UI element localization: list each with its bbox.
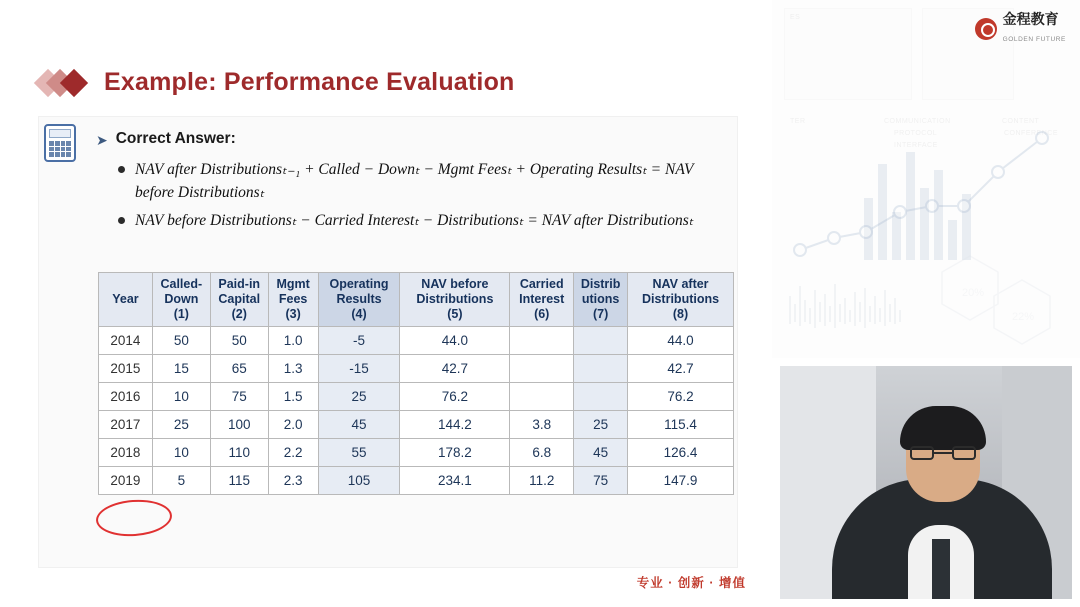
table-cell: 75 <box>210 383 268 411</box>
table-row <box>99 439 734 467</box>
watermark-label-6: INTERFACE <box>894 142 938 149</box>
list-item <box>118 209 736 232</box>
presenter-glasses <box>910 446 976 460</box>
table-cell: 178.2 <box>400 439 510 467</box>
table-cell <box>574 355 628 383</box>
table-cell: 234.1 <box>400 467 510 495</box>
table-cell: 115 <box>210 467 268 495</box>
table-row <box>99 355 734 383</box>
watermark-label-2: TER <box>790 118 806 125</box>
table-cell-year: 2016 <box>99 383 153 411</box>
watermark-hexagon-icon <box>940 250 1068 354</box>
watermark-label-5: PROTOCOL <box>894 130 938 137</box>
table-cell: 15 <box>152 355 210 383</box>
svg-text:22%: 22% <box>1012 311 1035 323</box>
table-cell: 1.3 <box>268 355 318 383</box>
table-cell: 5 <box>152 467 210 495</box>
watermark-waveform-icon <box>786 278 906 334</box>
watermark-line-chart-icon <box>792 120 1062 260</box>
table-cell: 25 <box>574 411 628 439</box>
performance-table <box>98 272 734 495</box>
table-cell <box>574 327 628 355</box>
col-header-carried-interest: Carried Interest (6) <box>510 273 574 327</box>
watermark-label-4: CONTENT <box>1002 118 1040 125</box>
brand-text <box>1003 12 1066 46</box>
table-cell: 50 <box>152 327 210 355</box>
table-cell: 2.0 <box>268 411 318 439</box>
arrow-bullet-icon: ➤ <box>96 132 108 148</box>
correct-answer-heading <box>96 130 736 150</box>
table-cell-year: 2015 <box>99 355 153 383</box>
table-header <box>99 273 734 327</box>
table-cell: 105 <box>318 467 400 495</box>
col-header-year: Year <box>99 273 153 327</box>
table-cell: 126.4 <box>628 439 734 467</box>
right-panel <box>772 0 1080 607</box>
dot-bullet-icon <box>118 217 125 224</box>
table-cell: 10 <box>152 439 210 467</box>
col-header-distributions: Distrib utions (7) <box>574 273 628 327</box>
watermark-label-3: COMMUNICATION <box>884 118 951 125</box>
table-row <box>99 383 734 411</box>
table-cell: 65 <box>210 355 268 383</box>
brand-watermark-panel <box>772 0 1080 358</box>
col-header-mgmt-fees: Mgmt Fees (3) <box>268 273 318 327</box>
logo-badge-icon <box>975 18 997 40</box>
table-cell: 44.0 <box>628 327 734 355</box>
table-cell: -5 <box>318 327 400 355</box>
table-cell: 45 <box>318 411 400 439</box>
brand-name-en: GOLDEN FUTURE <box>1002 35 1066 43</box>
table-body <box>99 327 734 495</box>
formula-list <box>96 158 736 232</box>
table-row <box>99 467 734 495</box>
table-cell <box>510 383 574 411</box>
table-cell: 42.7 <box>400 355 510 383</box>
col-header-paid-in-capital: Paid-in Capital (2) <box>210 273 268 327</box>
brand-name-cn: 金程教育 <box>1002 11 1059 27</box>
table-cell: 76.2 <box>400 383 510 411</box>
table-cell: 3.8 <box>510 411 574 439</box>
table-row <box>99 327 734 355</box>
calculator-icon <box>44 124 76 162</box>
watermark-label-1: ES <box>790 14 801 21</box>
col-header-nav-before-distributions: NAV before Distributions (5) <box>400 273 510 327</box>
table-cell: 75 <box>574 467 628 495</box>
table-cell-year: 2019 <box>99 467 153 495</box>
list-item <box>118 158 736 205</box>
webcam-video-feed[interactable] <box>780 366 1072 599</box>
table-cell: 25 <box>152 411 210 439</box>
presenter-tie <box>932 539 950 599</box>
formula-text-2: NAV before Distributionsₜ − Carried Interestₜ − Distributionsₜ = NAV after Distributionsₜ <box>135 211 694 229</box>
table-cell: 11.2 <box>510 467 574 495</box>
table-cell: 45 <box>574 439 628 467</box>
table-cell: 147.9 <box>628 467 734 495</box>
table-header-row <box>99 273 734 327</box>
table-cell <box>510 327 574 355</box>
table-cell-year: 2014 <box>99 327 153 355</box>
table-cell <box>510 355 574 383</box>
col-header-operating-results: Operating Results (4) <box>318 273 400 327</box>
watermark-label-7: CONFERENCE <box>1004 130 1059 137</box>
table-cell: 2.3 <box>268 467 318 495</box>
col-header-nav-after-distributions: NAV after Distributions (8) <box>628 273 734 327</box>
table-cell <box>574 383 628 411</box>
correct-answer-block <box>96 130 736 236</box>
formula-text-1: NAV after Distributionsₜ₋₁ + Called − Downₜ − Mgmt Feesₜ + Operating Resultsₜ = NAV before Distributionsₜ <box>135 161 694 202</box>
svg-text:20%: 20% <box>962 287 985 299</box>
watermark-box-1 <box>784 8 912 100</box>
table-cell: 144.2 <box>400 411 510 439</box>
table-cell: 44.0 <box>400 327 510 355</box>
slide-title-row <box>38 68 515 97</box>
presenter-hair <box>900 406 986 450</box>
table-cell: 6.8 <box>510 439 574 467</box>
dot-bullet-icon <box>118 166 125 173</box>
table-cell: 1.5 <box>268 383 318 411</box>
table-cell: -15 <box>318 355 400 383</box>
table-cell: 25 <box>318 383 400 411</box>
table-cell: 100 <box>210 411 268 439</box>
table-cell: 10 <box>152 383 210 411</box>
table-cell: 2.2 <box>268 439 318 467</box>
table-cell: 115.4 <box>628 411 734 439</box>
page-title: Example: Performance Evaluation <box>104 68 515 96</box>
brand-logo <box>975 12 1066 46</box>
table-cell: 76.2 <box>628 383 734 411</box>
col-header-called-down: Called- Down (1) <box>152 273 210 327</box>
table-row <box>99 411 734 439</box>
slide-footer-slogan: 专业 · 创新 · 增值 <box>636 576 746 590</box>
diamond-bullet-icon <box>38 69 90 97</box>
table-cell-year: 2017 <box>99 411 153 439</box>
table-cell: 55 <box>318 439 400 467</box>
correct-answer-label: Correct Answer: <box>115 130 236 147</box>
table-cell-year: 2018 <box>99 439 153 467</box>
table-cell: 42.7 <box>628 355 734 383</box>
table-cell: 1.0 <box>268 327 318 355</box>
table-cell: 110 <box>210 439 268 467</box>
table-cell: 50 <box>210 327 268 355</box>
